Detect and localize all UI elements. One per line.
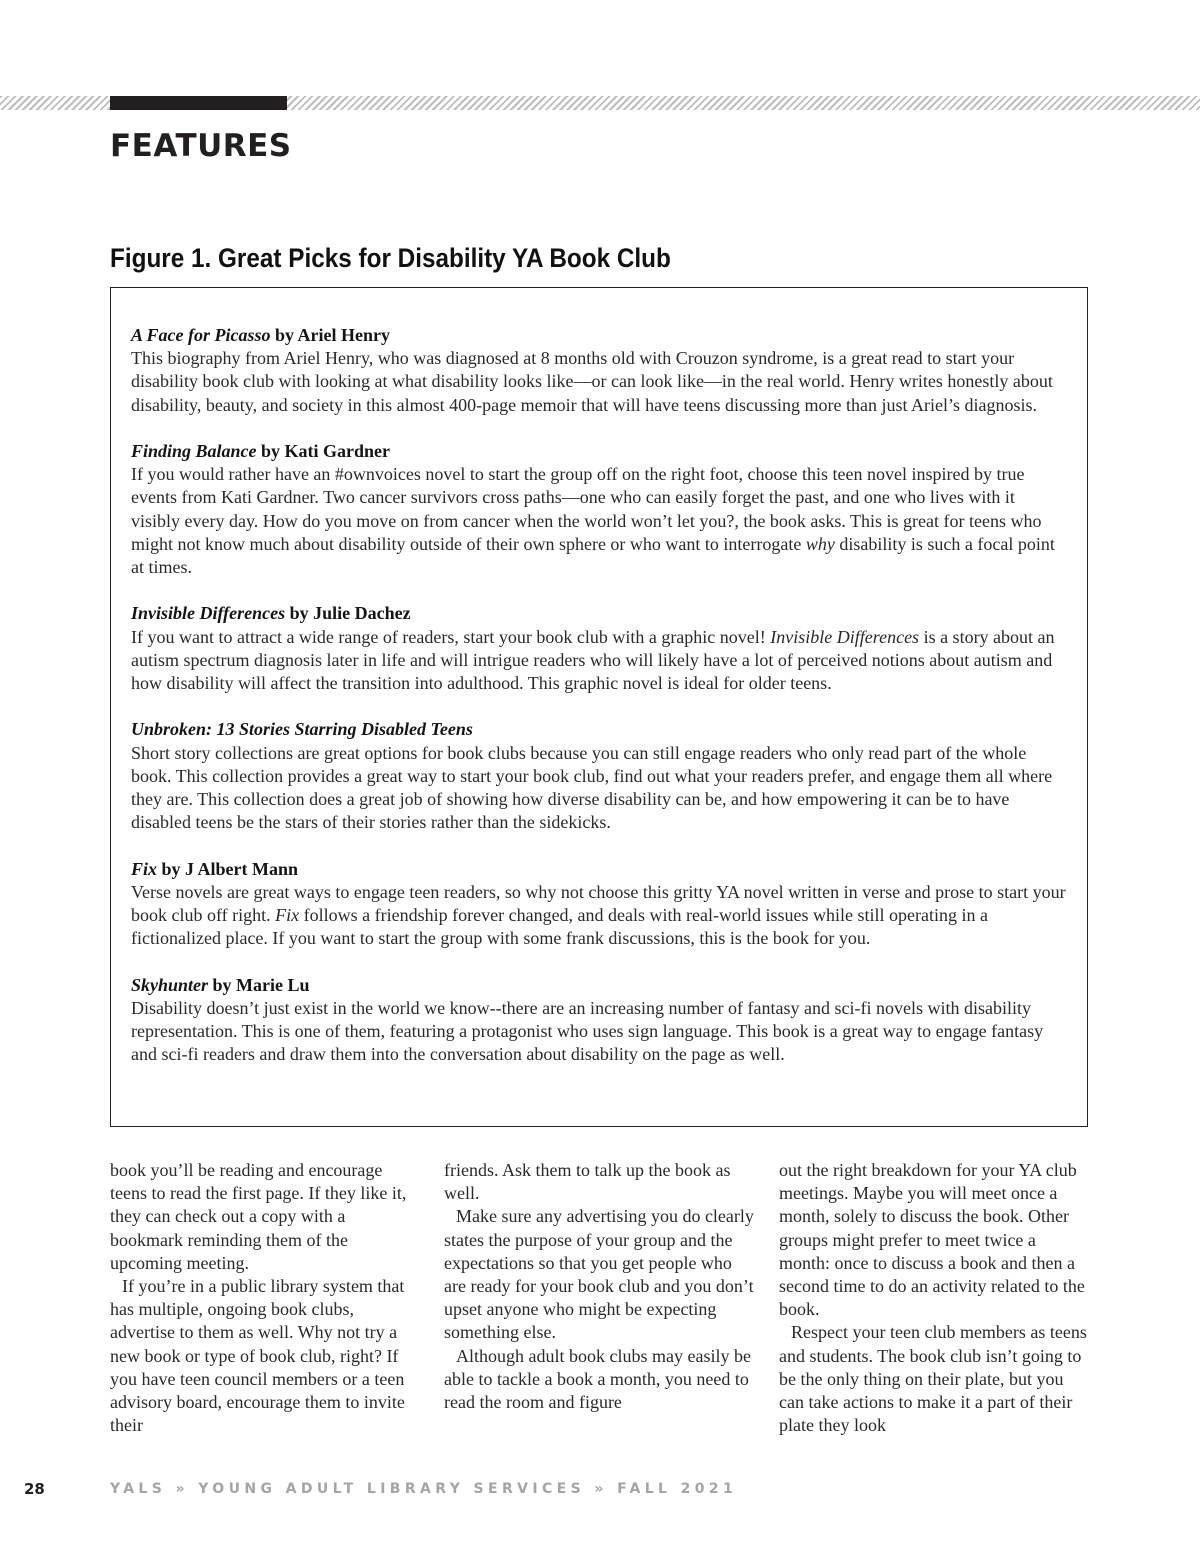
book-author: by Ariel Henry: [270, 325, 390, 345]
description-emphasis: why: [805, 533, 835, 554]
description-text: is a story about an autism spectrum diagnosis later in life and will intrigue readers who will likely have a lot of perceived notions about autism and how disability will affect the transition into adulthood. This graphic novel is ideal for older teens.: [131, 626, 1055, 694]
book-title: A Face for Picasso: [131, 325, 271, 345]
book-pick: [131, 324, 1067, 417]
book-pick-heading: [131, 440, 1067, 463]
body-paragraph: out the right breakdown for your YA club meetings. Maybe you will meet once a month, solely to discuss the book. Other groups might prefer to meet twice a month: once to discuss a book and then a second time to do an activity related to the book.: [779, 1160, 1085, 1320]
description-text: Verse novels are great ways to engage teen readers, so why not choose this gritty YA novel written in verse and prose to start your book club off right.: [131, 881, 1066, 926]
book-author: by J Albert Mann: [157, 858, 299, 879]
book-description: This biography from Ariel Henry, who was diagnosed at 8 months old with Crouzon syndrome, is a great read to start your disability book club with looking at what disability looks like—or can look like—in the real world. Henry writes honestly about disability, beauty, and society in this almost 400-page memoir that will have teens discussing more than just Ariel’s diagnosis.: [131, 348, 1053, 415]
body-paragraph: Respect your teen club members as teens and students. The book club isn’t going to be the only thing on their plate, but you can take actions to make it a part of their plate they look: [779, 1322, 1087, 1436]
section-title: FEATURES: [110, 128, 292, 164]
book-description: [131, 626, 1067, 696]
book-title: Skyhunter: [131, 974, 209, 995]
figure-title: Figure 1. Great Picks for Disability YA Book Club: [110, 243, 671, 273]
book-pick-heading: [131, 324, 1067, 347]
article-body: [110, 1159, 1090, 1439]
book-author: by Kati Gardner: [256, 441, 391, 461]
book-author: by Marie Lu: [208, 974, 310, 995]
book-description: Short story collections are great options for book clubs because you can still engage readers who only read part of the whole book. This collection provides a great way to start your book club, find out what your readers prefer, and engage them all where they are. This collection does a great job of showing how diverse disability can be, and how empowering it can be to have disabled teens be the stars of their stories rather than the sidekicks.: [131, 742, 1053, 833]
book-pick-heading: [131, 718, 1067, 741]
book-description: Disability doesn’t just exist in the world we know--there are an increasing number of fantasy and sci-fi novels with disability representation. This is one of them, featuring a protagonist who uses sign language. This book is a great way to engage fantasy and sci-fi readers and draw them into the conversation about disability on the page as well.: [131, 997, 1044, 1065]
body-column-1: [110, 1159, 420, 1437]
body-column-3: [779, 1159, 1089, 1437]
book-pick-heading: [131, 602, 1067, 625]
body-column-2: [444, 1159, 754, 1414]
body-paragraph: Make sure any advertising you do clearly states the purpose of your group and the expectations so that you get people who are ready for your book club and you don’t upset anyone who might be expecting something else.: [444, 1206, 754, 1343]
book-pick: [131, 974, 1067, 1067]
book-description: [131, 463, 1067, 579]
description-text: follows a friendship forever changed, and deals with real-world issues while still operating in a fictionalized place. If you want to start the group with some frank discussions, this is the book for you.: [131, 905, 988, 949]
description-text: If you would rather have an #ownvoices novel to start the group off on the right foot, choose this teen novel inspired by true events from Kati Gardner. Two cancer survivors cross paths—one who can easily forget the past, and one who lives with it visibly every day. How do you move on from cancer when the world won’t let you?, the book asks. This is great for teens who might not know much about disability outside of their own sphere or who want to interrogate: [131, 464, 1042, 554]
book-title: Unbroken: 13 Stories Starring Disabled Teens: [131, 719, 473, 740]
book-pick-heading: [131, 974, 1067, 997]
page-number: 28: [24, 1480, 45, 1498]
description-text: disability is such a focal point at times.: [131, 533, 1055, 578]
description-emphasis: Invisible Differences: [770, 626, 920, 647]
book-pick: [131, 718, 1067, 834]
book-title: Invisible Differences: [131, 603, 286, 624]
book-pick: [131, 440, 1067, 579]
running-head: YALS » YOUNG ADULT LIBRARY SERVICES » FALL 2021: [110, 1481, 738, 1497]
book-description: [131, 881, 1067, 951]
body-paragraph: friends. Ask them to talk up the book as well.: [444, 1160, 731, 1204]
figure-box: [110, 287, 1088, 1127]
description-text: If you want to attract a wide range of readers, start your book club with a graphic novel!: [131, 626, 771, 647]
body-paragraph: Although adult book clubs may easily be able to tackle a book a month, you need to read the room and figure: [444, 1345, 751, 1413]
body-paragraph: If you’re in a public library system that has multiple, ongoing book clubs, advertise to them as well. Why not try a new book or type of book club, right? If you have teen council members or a teen advisory board, encourage them to invite their: [110, 1276, 405, 1436]
book-author: by Julie Dachez: [285, 603, 411, 624]
description-emphasis: Fix: [275, 905, 300, 926]
body-paragraph: book you’ll be reading and encourage teens to read the first page. If they like it, they can check out a copy with a bookmark reminding them of the upcoming meeting.: [110, 1160, 407, 1273]
book-pick-heading: [131, 858, 1067, 881]
book-title: Fix: [131, 858, 158, 879]
page-footer: [0, 1480, 1200, 1504]
book-title: Finding Balance: [131, 441, 257, 461]
book-pick: [131, 602, 1067, 695]
header-accent-bar: [110, 96, 287, 110]
book-pick: [131, 858, 1067, 951]
